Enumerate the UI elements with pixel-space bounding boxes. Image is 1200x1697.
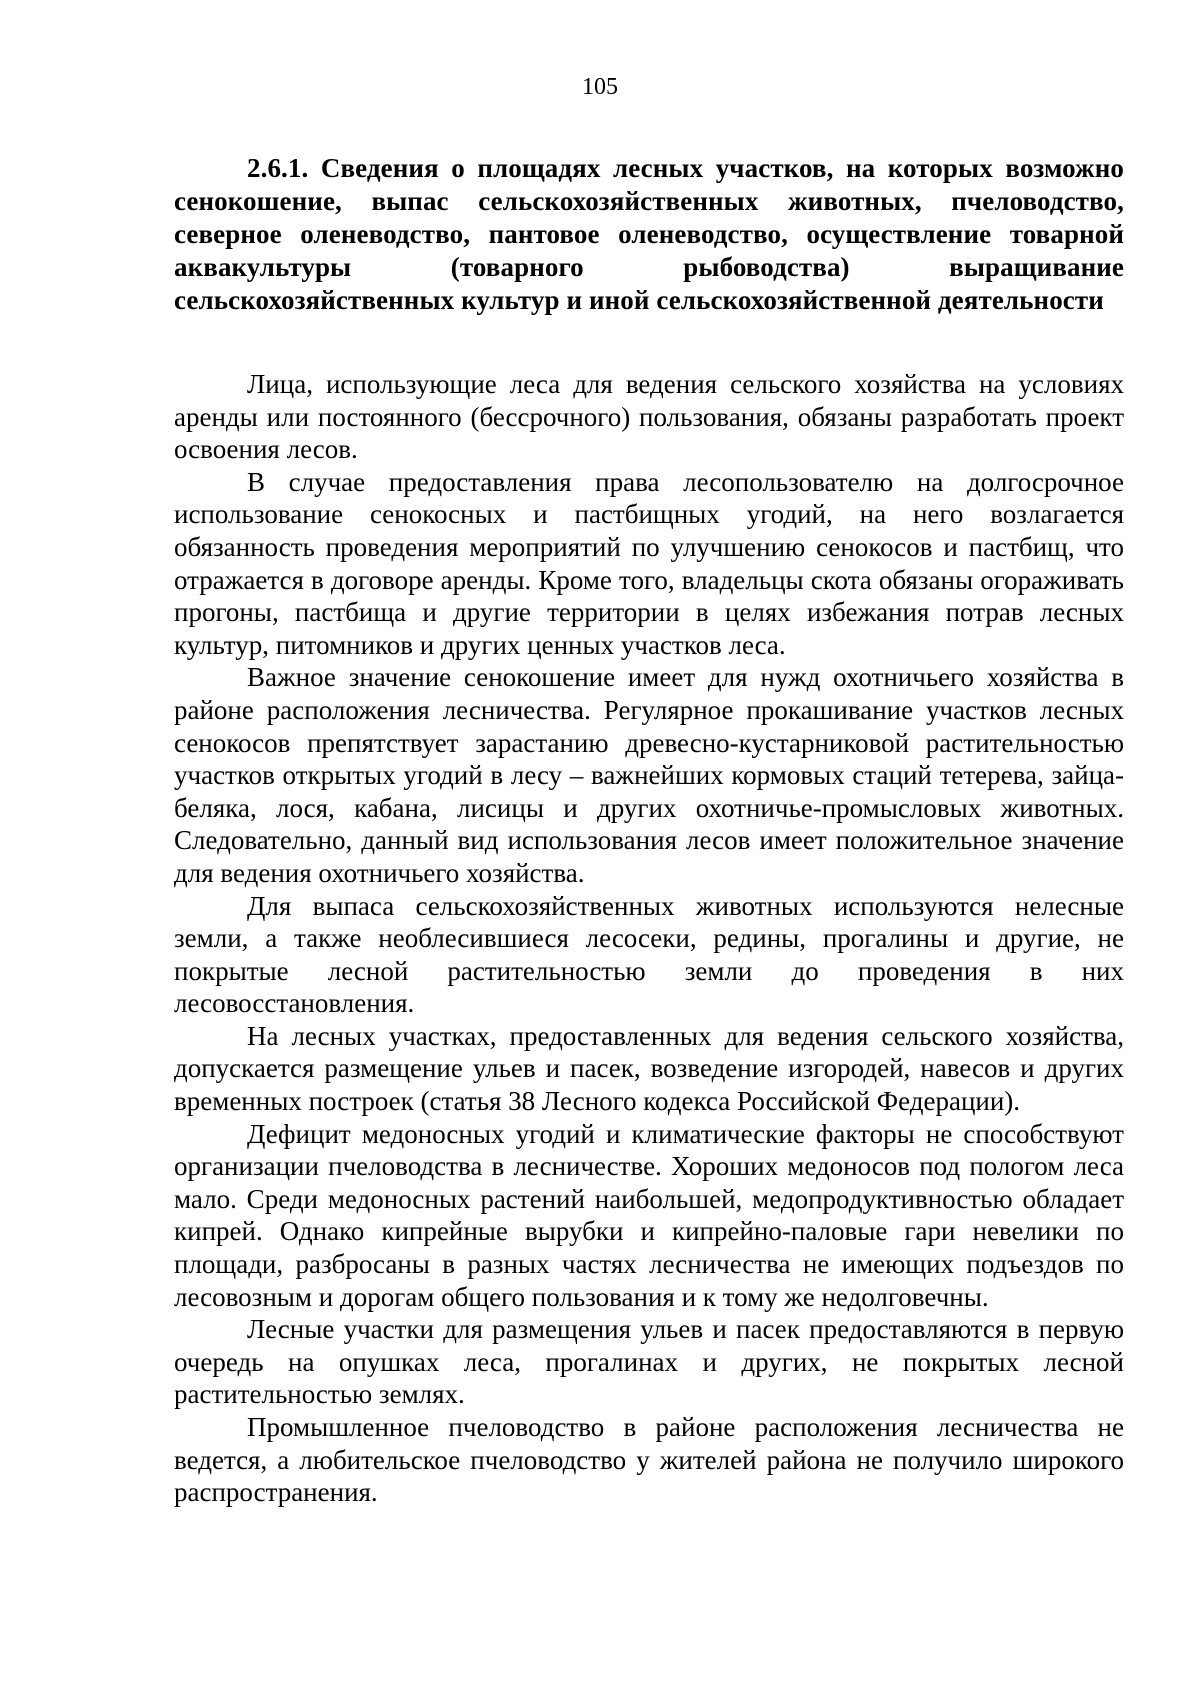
paragraph-3: Важное значение сенокошение имеет для нужд охотничьего хозяйства в районе расположения лесничества. Регулярное прокашивание участков лесных сенокосов препятствует зарастанию древесно-кустарниковой растительностью участков открытых угодий в лесу – важнейших кормовых стаций тетерева, зайца-беляка, лося, кабана, лисицы и других охотничье-промысловых животных. Следовательно, данный вид использования лесов имеет положительное значение для ведения охотничьего хозяйства. — [174, 662, 1124, 888]
paragraph-4: Для выпаса сельскохозяйственных животных используются нелесные земли, а также необлесившиеся лесосеки, редины, прогалины и другие, не покрытые лесной растительностью земли до проведения в них лесовосстановления. — [174, 890, 1124, 1019]
paragraph-6: Дефицит медоносных угодий и климатические факторы не способствуют организации пчеловодства в лесничестве. Хороших медоносов под пологом леса мало. Среди медоносных растений наибольшей, медопродуктивностью обладает кипрей. Однако кипрейные вырубки и кипрейно-паловые гари невелики по площади, разбросаны в разных частях лесничества не имеющих подъездов по лесовозным и дорогам общего пользования и к тому же недолговечны. — [174, 1118, 1124, 1312]
paragraph-1: Лица, использующие леса для ведения сельского хозяйства на условиях аренды или постоянного (бессрочного) пользования, обязаны разработать проект освоения лесов. — [174, 369, 1124, 465]
paragraph-5: На лесных участках, предоставленных для ведения сельского хозяйства, допускается размещение ульев и пасек, возведение изгородей, навесов и других временных построек (статья 38 Лесного кодекса Российской Федерации). — [174, 1020, 1124, 1117]
page-number: 105 — [582, 74, 618, 100]
body-text — [174, 368, 1124, 1509]
paragraph-8: Промышленное пчеловодство в районе расположения лесничества не ведется, а любительское пчеловодство у жителей района не получило широкого распространения. — [174, 1412, 1124, 1508]
paragraph-2: В случае предоставления права лесопользователю на долгосрочное использование сенокосных и пастбищных угодий, на него возлагается обязанность проведения мероприятий по улучшению сенокосов и пастбищ, что отражается в договоре аренды. Кроме того, владельцы скота обязаны огораживать прогоны, пастбища и другие территории в целях избежания потрав лесных культур, питомников и других ценных участков леса. — [174, 466, 1124, 660]
paragraph-7: Лесные участки для размещения ульев и пасек предоставляются в первую очередь на опушках леса, прогалинах и других, не покрытых лесной растительностью землях. — [174, 1314, 1124, 1410]
section-heading: 2.6.1. Сведения о площадях лесных участков, на которых возможно сенокошение, выпас сельскохозяйственных животных, пчеловодство, северное оленеводство, пантовое оленеводство, осуществление товарной аквакультуры (товарного рыбоводства) выращивание сельскохозяйственных культур и иной сельскохозяйственной деятельности — [174, 153, 1124, 315]
page-content — [174, 152, 1124, 1509]
